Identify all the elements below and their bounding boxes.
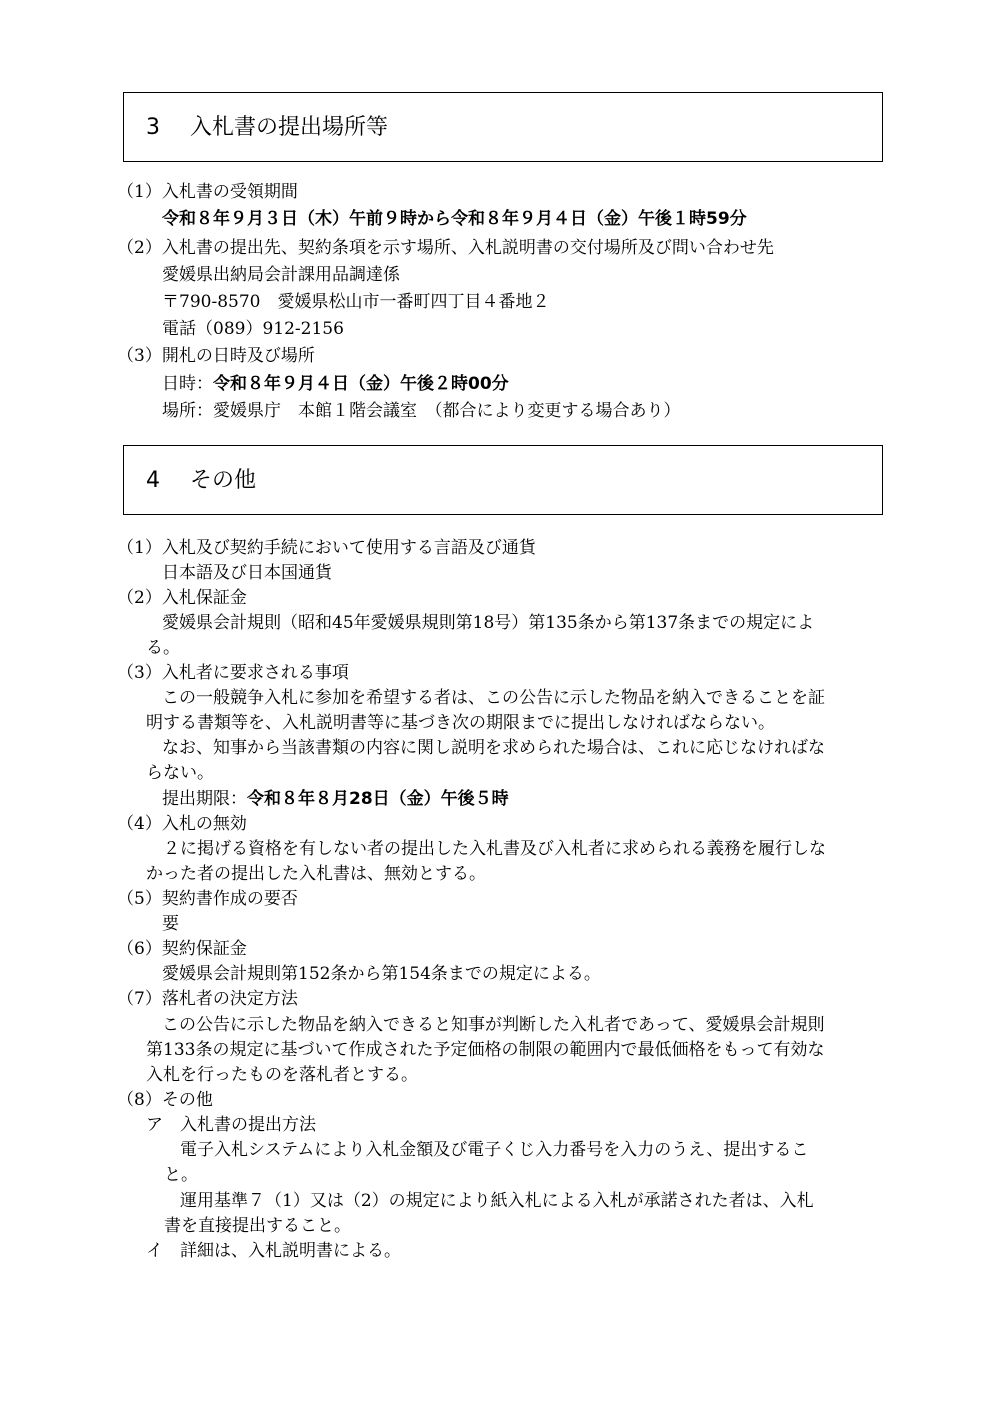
section-4-title: その他 [190, 468, 257, 493]
s4-item2-label: （2）入札保証金 [117, 588, 247, 608]
s4-item6-text: 愛媛県会計規則第152条から第154条までの規定による。 [162, 964, 601, 984]
s4-item5-label: （5）契約書作成の要否 [117, 889, 298, 909]
s4-item3-label: （3）入札者に要求される事項 [117, 663, 349, 683]
s4-item4-line2: かった者の提出した入札書は、無効とする。 [146, 864, 486, 884]
s4-item1-label: （1）入札及び契約手続において使用する言語及び通貨 [117, 538, 536, 558]
s4-item3-p2-line2: らない。 [146, 763, 214, 783]
s3-item3-label: （3）開札の日時及び場所 [117, 346, 315, 366]
s4-item4-label: （4）入札の無効 [117, 814, 247, 834]
s4-item7-line3: 入札を行ったものを落札者とする。 [146, 1065, 418, 1085]
s4-item8-a-p2-line2: 書を直接提出すること。 [164, 1216, 351, 1236]
s4-item2-text-line1: 愛媛県会計規則（昭和45年愛媛県規則第18号）第135条から第137条までの規定によ [162, 613, 815, 633]
s3-item1-period: 令和８年９月３日（木）午前９時から令和８年９月４日（金）午後１時59分 [162, 209, 747, 229]
section-3-heading [123, 92, 883, 162]
s4-item4-line1: ２に掲げる資格を有しない者の提出した入札書及び入札者に求められる義務を履行しな [163, 839, 826, 859]
section-3-number: 3 [146, 115, 160, 140]
s3-item3-place: 場所：愛媛県庁 本館１階会議室 （都合により変更する場合あり） [162, 401, 681, 421]
s4-item8-a-label: ア 入札書の提出方法 [146, 1115, 316, 1135]
s4-item3-p2-line1: なお、知事から当該書類の内容に関し説明を求められた場合は、これに応じなければな [162, 738, 825, 758]
s4-item8-a-p2-line1: 運用基準７（1）又は（2）の規定により紙入札による入札が承諾された者は、入札 [180, 1191, 814, 1211]
s4-item3-deadline [162, 787, 509, 811]
s4-item1-text: 日本語及び日本国通貨 [162, 563, 332, 583]
s4-item8-label: （8）その他 [117, 1090, 213, 1110]
s3-item3-date-value: 令和８年９月４日（金）午後２時00分 [213, 374, 509, 394]
s3-item2-phone: 電話（089）912-2156 [162, 319, 344, 339]
s4-item3-p1-line2: 明する書類等を、入札説明書等に基づき次の期限までに提出しなければならない。 [146, 713, 775, 733]
s3-item2-address: 〒790-8570 愛媛県松山市一番町四丁目４番地２ [162, 292, 550, 312]
s3-item2-office: 愛媛県出納局会計課用品調達係 [162, 265, 400, 285]
section-4-heading [123, 445, 883, 515]
s4-item7-line1: この公告に示した物品を納入できると知事が判断した入札者であって、愛媛県会計規則 [162, 1015, 825, 1035]
s3-item3-date [162, 372, 509, 396]
s4-item8-a-p1-line2: と。 [164, 1165, 198, 1185]
section-3-title: 入札書の提出場所等 [190, 115, 389, 140]
s4-item6-label: （6）契約保証金 [117, 939, 247, 959]
s4-item3-p1-line1: この一般競争入札に参加を希望する者は、この公告に示した物品を納入できることを証 [162, 688, 825, 708]
s3-item1-label: （1）入札書の受領期間 [117, 182, 298, 202]
s4-item7-label: （7）落札者の決定方法 [117, 989, 298, 1009]
section-4-number: 4 [146, 468, 160, 493]
s3-item2-label: （2）入札書の提出先、契約条項を示す場所、入札説明書の交付場所及び問い合わせ先 [117, 238, 774, 258]
s4-item5-text: 要 [162, 914, 179, 934]
s4-item3-deadline-label: 提出期限： [162, 789, 247, 809]
s4-item8-i-label: イ 詳細は、入札説明書による。 [146, 1241, 401, 1261]
s4-item3-deadline-value: 令和８年８月28日（金）午後５時 [247, 789, 509, 809]
s4-item2-text-line2: る。 [146, 638, 180, 658]
s4-item8-a-p1-line1: 電子入札システムにより入札金額及び電子くじ入力番号を入力のうえ、提出するこ [180, 1140, 809, 1160]
s3-item3-date-label: 日時： [162, 374, 213, 394]
s4-item7-line2: 第133条の規定に基づいて作成された予定価格の制限の範囲内で最低価格をもって有効な [146, 1040, 825, 1060]
